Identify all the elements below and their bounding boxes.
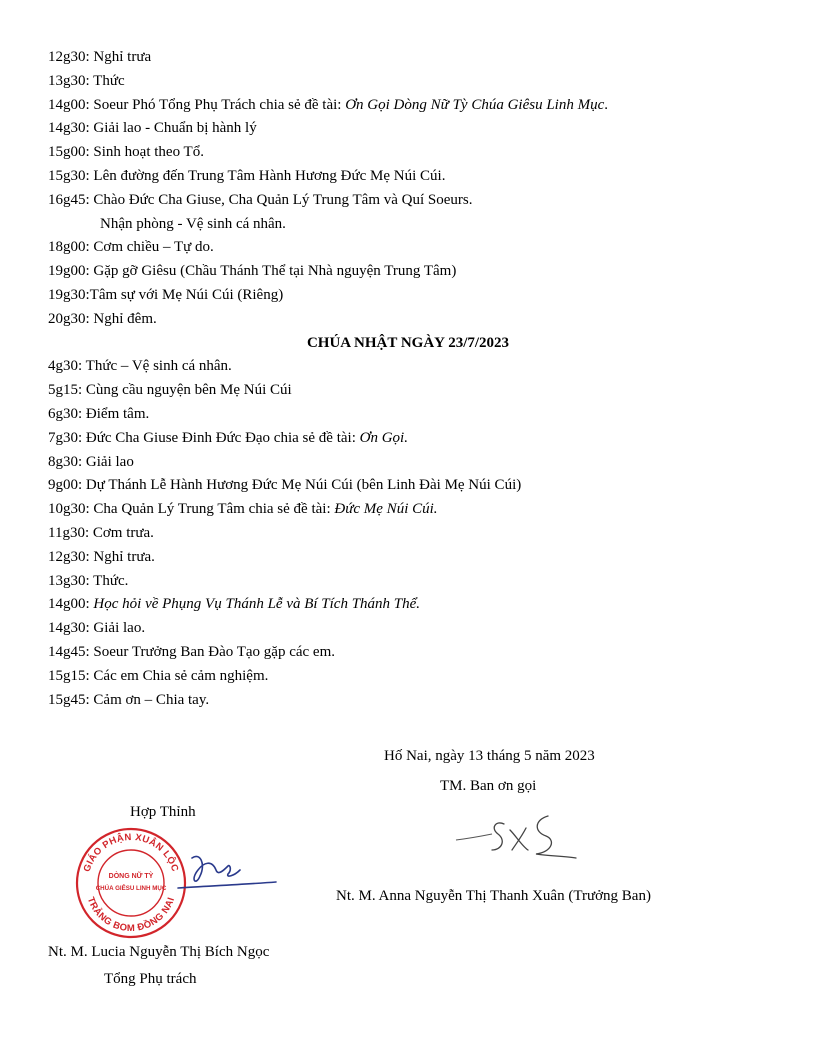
time-label: 14g30: bbox=[48, 120, 90, 137]
time-label: 14g30: bbox=[48, 620, 90, 637]
right-signature bbox=[452, 806, 580, 866]
activity-text: Gặp gỡ Giêsu (Chầu Thánh Thể tại Nhà nguyện Trung Tâm) bbox=[93, 263, 457, 280]
schedule-line bbox=[48, 593, 768, 617]
activity-suffix: . bbox=[604, 96, 608, 113]
schedule-line bbox=[48, 665, 768, 689]
time-label: 8g30: bbox=[48, 453, 83, 470]
time-label: 12g30: bbox=[48, 49, 90, 65]
saturday-schedule bbox=[48, 46, 768, 332]
activity-text: Soeur Trưởng Ban Đào Tạo gặp các em. bbox=[93, 643, 335, 660]
activity-text: Các em Chia sẻ cảm nghiệm. bbox=[93, 667, 269, 684]
schedule-line bbox=[48, 236, 768, 260]
schedule-line bbox=[48, 94, 768, 118]
activity-topic: Đức Mẹ Núi Cúi. bbox=[334, 501, 438, 518]
schedule-line bbox=[48, 498, 768, 522]
stamp-outer-bottom: TRẢNG BOM ĐỒNG NAI bbox=[84, 895, 178, 935]
left-role: Tổng Phụ trách bbox=[104, 971, 197, 987]
schedule-line bbox=[48, 570, 768, 594]
time-label: 14g00: bbox=[48, 96, 90, 113]
activity-text: Soeur Phó Tổng Phụ Trách chia sẻ đề tài: bbox=[93, 96, 346, 113]
activity-topic: Ơn Gọi Dòng Nữ Tỳ Chúa Giêsu Linh Mục bbox=[345, 96, 605, 113]
activity-text: Chào Đức Cha Giuse, Cha Quản Lý Trung Tâm và Quí Soeurs. bbox=[93, 191, 473, 208]
schedule-line bbox=[48, 46, 768, 70]
time-label: 14g45: bbox=[48, 643, 90, 660]
activity-text: Lên đường đến Trung Tâm Hành Hương Đức Mẹ Núi Cúi. bbox=[93, 167, 446, 184]
time-label: 16g45: bbox=[48, 191, 90, 208]
activity-text: Nghỉ trưa. bbox=[93, 548, 155, 565]
time-label: 9g00: bbox=[48, 477, 83, 494]
activity-text: Cơm trưa. bbox=[92, 524, 154, 541]
right-signer: Nt. M. Anna Nguyễn Thị Thanh Xuân (Trưởng Ban) bbox=[336, 888, 651, 904]
schedule-line bbox=[48, 451, 768, 475]
schedule-line bbox=[48, 189, 768, 213]
svg-text:GIÁO PHẬN XUÂN LỘC bbox=[82, 832, 181, 874]
activity-text: Thức. bbox=[93, 572, 129, 589]
sunday-heading: CHÚA NHẬT NGÀY 23/7/2023 bbox=[306, 334, 510, 351]
schedule-line bbox=[48, 70, 768, 94]
activity-text: Điểm tâm. bbox=[85, 405, 150, 422]
activity-text: Cùng cầu nguyện bên Mẹ Núi Cúi bbox=[85, 382, 292, 399]
activity-text: Nghỉ trưa bbox=[93, 49, 152, 65]
time-label: 10g30: bbox=[48, 501, 90, 518]
time-label: 11g30: bbox=[48, 524, 90, 541]
schedule-line bbox=[48, 284, 768, 308]
schedule-line bbox=[48, 117, 768, 141]
place-date: Hố Nai, ngày 13 tháng 5 năm 2023 bbox=[384, 748, 595, 764]
schedule bbox=[48, 46, 768, 712]
time-label: 13g30: bbox=[48, 572, 90, 589]
activity-topic: Học hỏi về Phụng Vụ Thánh Lễ và Bí Tích Thánh Thể. bbox=[93, 596, 421, 613]
schedule-line bbox=[48, 403, 768, 427]
time-label: 20g30: bbox=[48, 310, 90, 327]
schedule-line bbox=[48, 165, 768, 189]
time-label: 7g30: bbox=[48, 429, 83, 446]
schedule-line bbox=[48, 355, 768, 379]
stamp-inner-line1: DÒNG NỮ TỲ bbox=[108, 873, 154, 880]
activity-text: Cảm ơn – Chia tay. bbox=[93, 691, 210, 708]
sunday-schedule bbox=[48, 355, 768, 712]
time-label: 19g30: bbox=[48, 286, 90, 303]
svg-text:TRẢNG BOM ĐỒNG NAI bbox=[85, 896, 177, 934]
time-label: 5g15: bbox=[48, 382, 83, 399]
time-label: 6g30: bbox=[48, 405, 83, 422]
stamp-outer-top: GIÁO PHẬN XUÂN LỘC bbox=[81, 831, 181, 874]
activity-text: Cha Quản Lý Trung Tâm chia sẻ đề tài: bbox=[93, 501, 335, 518]
activity-text: Sinh hoạt theo Tổ. bbox=[93, 144, 204, 161]
schedule-line bbox=[48, 308, 768, 332]
activity-topic: Ơn Gọi. bbox=[359, 429, 408, 446]
activity-text: Thức – Vệ sinh cá nhân. bbox=[85, 358, 232, 375]
stamp-inner-line2: CHÚA GIÊSU LINH MỤC bbox=[95, 885, 167, 892]
time-label: 15g45: bbox=[48, 691, 90, 708]
time-label: 19g00: bbox=[48, 263, 90, 280]
time-label: 15g15: bbox=[48, 667, 90, 684]
time-label: 4g30: bbox=[48, 358, 83, 375]
schedule-line bbox=[48, 522, 768, 546]
activity-text: Tâm sự với Mẹ Núi Cúi (Riêng) bbox=[89, 286, 284, 303]
schedule-line bbox=[48, 617, 768, 641]
schedule-line bbox=[48, 689, 768, 713]
left-title: Hợp Thỉnh bbox=[130, 804, 196, 820]
time-label: 18g00: bbox=[48, 239, 90, 256]
time-label: 12g30: bbox=[48, 548, 90, 565]
activity-text: Dự Thánh Lễ Hành Hương Đức Mẹ Núi Cúi (bên Linh Đài Mẹ Núi Cúi) bbox=[85, 477, 522, 494]
schedule-line bbox=[48, 427, 768, 451]
activity-text: Thức bbox=[93, 72, 125, 89]
schedule-line bbox=[48, 213, 768, 237]
activity-text: Đức Cha Giuse Đinh Đức Đạo chia sẻ đề tài: bbox=[85, 429, 360, 446]
time-label: 15g30: bbox=[48, 167, 90, 184]
activity-text: Cơm chiều – Tự do. bbox=[93, 239, 214, 256]
time-label: 15g00: bbox=[48, 144, 90, 161]
schedule-line bbox=[48, 641, 768, 665]
activity-text: Giải lao bbox=[85, 453, 134, 470]
schedule-line bbox=[48, 141, 768, 165]
schedule-line bbox=[48, 546, 768, 570]
activity-text: Giải lao. bbox=[93, 620, 146, 637]
time-label: 14g00: bbox=[48, 596, 90, 613]
schedule-line bbox=[48, 474, 768, 498]
activity-text: Nhận phòng - Vệ sinh cá nhân. bbox=[100, 215, 286, 232]
activity-text: Giải lao - Chuẩn bị hành lý bbox=[93, 120, 257, 137]
time-label: 13g30: bbox=[48, 72, 90, 89]
left-signer: Nt. M. Lucia Nguyễn Thị Bích Ngọc bbox=[48, 944, 270, 960]
tm-label: TM. Ban ơn gọi bbox=[440, 778, 537, 794]
schedule-line bbox=[48, 260, 768, 284]
activity-text: Nghỉ đêm. bbox=[93, 310, 157, 327]
schedule-line bbox=[48, 379, 768, 403]
left-signature bbox=[170, 840, 280, 900]
